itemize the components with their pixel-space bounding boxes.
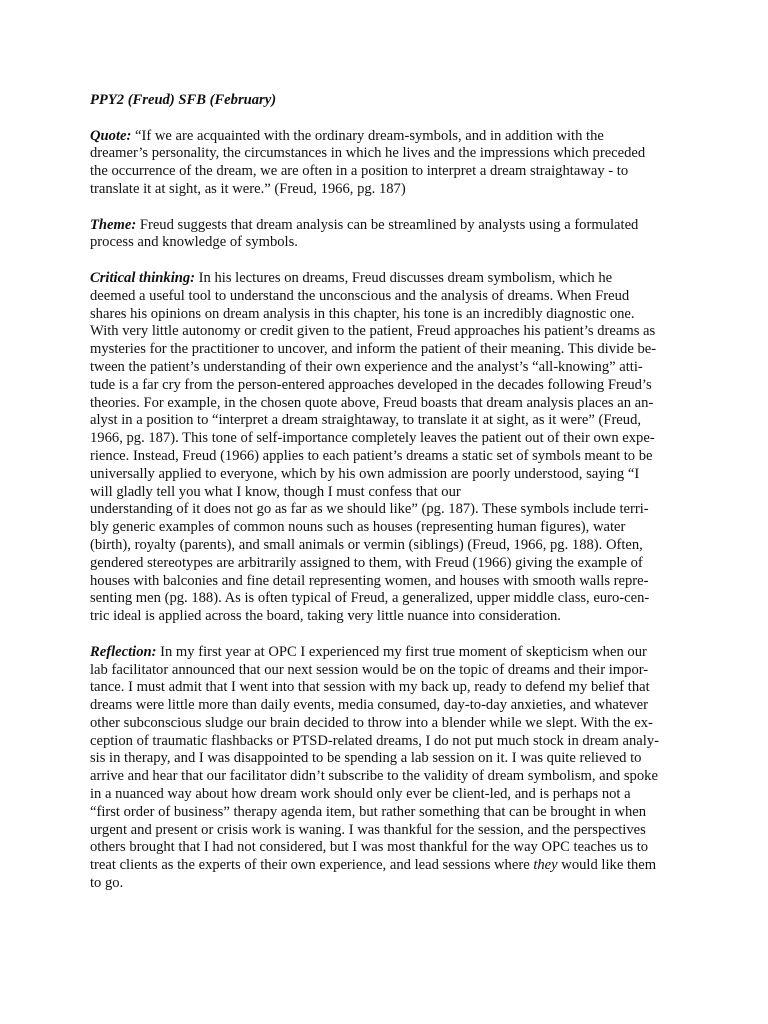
critical-line: senting men (pg. 188). As is often typical of Freud, a generalized, upper middle class, euro-cen- bbox=[90, 590, 650, 607]
critical-line: alyst in a position to “interpret a dream straightaway, to translate it at sight, as it were” (Freud, bbox=[90, 412, 642, 429]
quote-text: “If we are acquainted with the ordinary dream-symbols, and in addition with the bbox=[131, 127, 604, 144]
critical-thinking-label: Critical thinking: bbox=[90, 269, 196, 286]
quote-section bbox=[90, 128, 688, 199]
critical-line: tude is a far cry from the person-entered approaches developed in the decades following Freud’s bbox=[90, 376, 652, 393]
theme-label: Theme: bbox=[90, 216, 137, 233]
critical-line: With very little autonomy or credit given to the patient, Freud approaches his patient’s dreams as bbox=[90, 323, 656, 340]
reflection-line: tance. I must admit that I went into that session with my back up, ready to defend my belief that bbox=[90, 679, 650, 696]
critical-line: houses with balconies and fine detail representing women, and houses with smooth walls repre- bbox=[90, 572, 649, 589]
reflection-line: to go. bbox=[90, 875, 124, 892]
critical-line: deemed a useful tool to understand the unconscious and the analysis of dreams. When Freud bbox=[90, 287, 630, 304]
critical-line: gendered stereotypes are arbitrarily assigned to them, with Freud (1966) giving the example of bbox=[90, 554, 643, 571]
reflection-line: dreams were little more than daily events, media consumed, day-to-day anxieties, and whatever bbox=[90, 697, 649, 714]
critical-line: rience. Instead, Freud (1966) applies to each patient’s dreams a static set of symbols meant to be bbox=[90, 447, 653, 464]
critical-line: universally applied to everyone, which by his own admission are poorly understood, saying “I bbox=[90, 465, 640, 482]
critical-text: In his lectures on dreams, Freud discusses dream symbolism, which he bbox=[195, 269, 613, 286]
reflection-line: arrive and hear that our facilitator didn’t subscribe to the validity of dream symbolism, and spoke bbox=[90, 768, 658, 785]
reflection-line bbox=[90, 644, 688, 662]
critical-line: will gladly tell you what I know, though I must confess that our bbox=[90, 483, 461, 500]
document-title: PPY2 (Freud) SFB (February) bbox=[90, 92, 277, 108]
critical-line: bly generic examples of common nouns such as houses (representing human figures), water bbox=[90, 519, 626, 536]
critical-line: tween the patient’s understanding of their own experience and the analyst’s “all-knowing” atti- bbox=[90, 358, 643, 375]
quote-line: translate it at sight, as it were.” (Freud, 1966, pg. 187) bbox=[90, 180, 406, 197]
reflection-line: “first order of business” therapy agenda item, but rather something that can be brought in when bbox=[90, 803, 647, 820]
critical-line bbox=[90, 270, 688, 288]
reflection-line: ception of traumatic flashbacks or PTSD-related dreams, I do not put much stock in dream analy- bbox=[90, 732, 659, 749]
critical-line: 1966, pg. 187). This tone of self-importance completely leaves the patient out of their own expe- bbox=[90, 430, 655, 447]
emphasis-they: they bbox=[533, 857, 558, 874]
theme-line: process and knowledge of symbols. bbox=[90, 234, 298, 251]
reflection-line bbox=[90, 857, 688, 875]
document-page bbox=[90, 92, 688, 911]
reflection-text: In my first year at OPC I experienced my first true moment of skepticism when our bbox=[156, 643, 647, 660]
theme-text: Freud suggests that dream analysis can be streamlined by analysts using a formulated bbox=[136, 216, 639, 233]
critical-line: (birth), royalty (parents), and small animals or vermin (siblings) (Freud, 1966, pg. 188). Often, bbox=[90, 536, 643, 553]
critical-line: tric ideal is applied across the board, taking very little nuance into consideration. bbox=[90, 608, 561, 625]
quote-line: dreamer’s personality, the circumstances in which he lives and the impressions which preceded bbox=[90, 145, 646, 162]
theme-line bbox=[90, 217, 688, 235]
reflection-line: lab facilitator announced that our next session would be on the topic of dreams and their impor- bbox=[90, 661, 649, 678]
reflection-section bbox=[90, 644, 688, 893]
reflection-line: others brought that I had not considered, but I was most thankful for the way OPC teaches us to bbox=[90, 839, 649, 856]
reflection-line: in a nuanced way about how dream work should only ever be client-led, and is perhaps not a bbox=[90, 786, 631, 803]
critical-line: understanding of it does not go as far as we should like” (pg. 187). These symbols include terri- bbox=[90, 501, 649, 518]
quote-line bbox=[90, 128, 688, 146]
critical-thinking-section bbox=[90, 270, 688, 626]
reflection-text-after-emphasis: would like them bbox=[557, 857, 657, 874]
reflection-line: other subconscious sludge our brain decided to throw into a blender while we slept. With the ex- bbox=[90, 714, 653, 731]
critical-line: mysteries for the practitioner to uncover, and inform the patient of their meaning. This divide be- bbox=[90, 341, 657, 358]
theme-section bbox=[90, 217, 688, 253]
quote-label: Quote: bbox=[90, 127, 132, 144]
reflection-line: sis in therapy, and I was disappointed to be spending a lab session on it. I was quite relieved to bbox=[90, 750, 642, 767]
critical-line: theories. For example, in the chosen quote above, Freud boasts that dream analysis places an an- bbox=[90, 394, 654, 411]
quote-line: the occurrence of the dream, we are often in a position to interpret a dream straightaway - to bbox=[90, 163, 629, 180]
reflection-label: Reflection: bbox=[90, 643, 157, 660]
reflection-text-before-emphasis: treat clients as the experts of their own experience, and lead sessions where bbox=[90, 857, 534, 874]
reflection-line: urgent and present or crisis work is waning. I was thankful for the session, and the perspectives bbox=[90, 821, 646, 838]
critical-line: shares his opinions on dream analysis in this chapter, his tone is an incredibly diagnostic one. bbox=[90, 305, 635, 322]
